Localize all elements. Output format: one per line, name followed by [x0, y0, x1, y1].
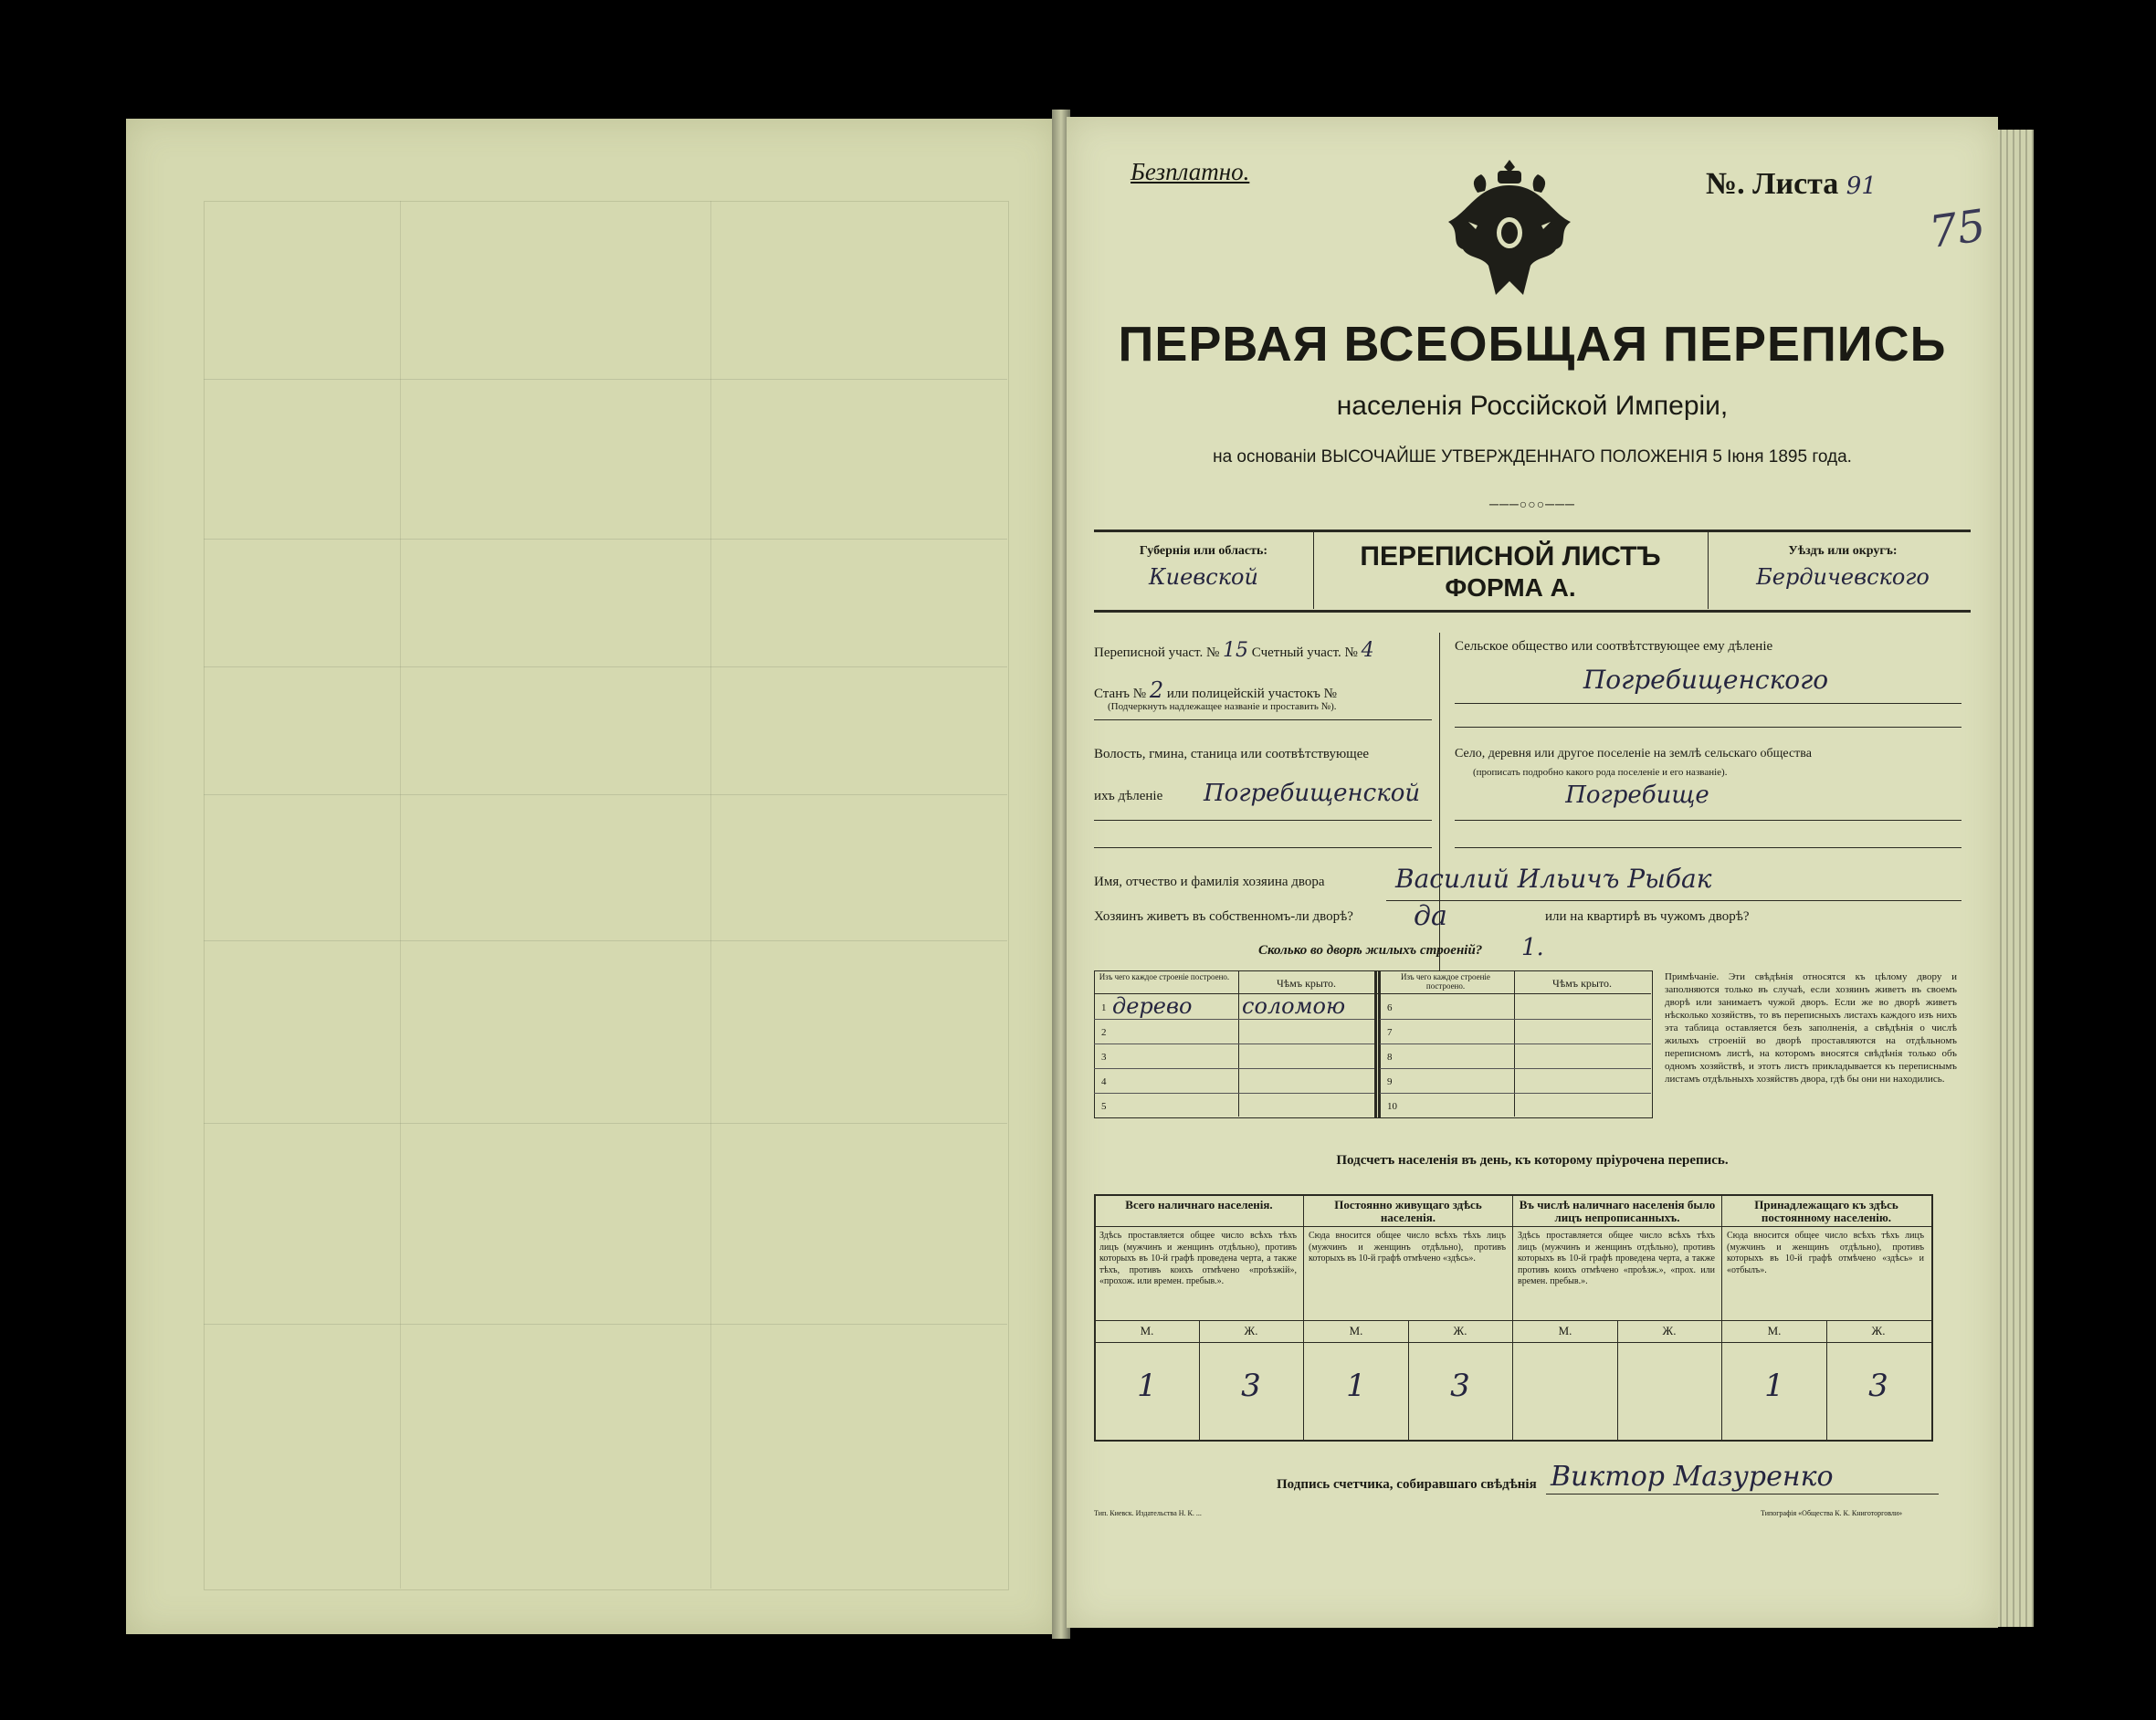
village-hint: (прописать подробно какого рода поселеніе и его названіе). — [1473, 767, 1728, 778]
roof-cell: соломою — [1242, 993, 1346, 1019]
col-material-right: Изъ чего каждое строеніе построено. — [1401, 972, 1490, 991]
population-col — [1303, 1194, 1304, 1440]
community-label: Сельское общество или соотвѣтствующее ему дѣленіе — [1455, 639, 1773, 654]
sheet-number-value: 91 — [1846, 173, 1877, 200]
census-title: ПЕРВАЯ ВСЕОБЩАЯ ПЕРЕПИСЬ — [1118, 317, 1947, 372]
census-area-value: 15 — [1223, 639, 1249, 662]
form-header-bottom-rule — [1094, 610, 1971, 613]
pop-col-4-m: 1 — [1764, 1368, 1784, 1404]
f-label: Ж. — [1453, 1324, 1467, 1337]
counting-area-label: Счетный участ. № — [1251, 645, 1358, 660]
buildings-rows-left — [1094, 995, 1374, 1117]
province-value: Киевской — [1149, 564, 1258, 590]
sheet-number — [1706, 167, 1877, 202]
signature-value: Виктор Мазуренко — [1551, 1461, 1834, 1493]
rule — [1546, 1494, 1939, 1495]
margin-number: 75 — [1926, 200, 1989, 258]
apartment-label: или на квартирѣ въ чужомъ дворѣ? — [1545, 909, 1750, 924]
row-number: 10 — [1387, 1101, 1397, 1112]
legal-basis: на основаніи ВЫСОЧАЙШЕ УТВЕРЖДЕННАГО ПОЛОЖЕНІЯ 5 Іюня 1895 года. — [1213, 447, 1852, 467]
ornament-divider: ───○○○─── — [1489, 498, 1575, 512]
village-label: Село, деревня или другое поселеніе на землѣ сельскаго общества — [1455, 747, 1812, 760]
rule — [1094, 1226, 1931, 1227]
district-value: Бердичевского — [1756, 564, 1930, 590]
lives-label: Хозяинъ живетъ въ собственномъ-ли дворѣ? — [1094, 909, 1353, 924]
stan-label: Станъ № — [1094, 687, 1150, 701]
rule — [1455, 727, 1961, 728]
f-label: Ж. — [1244, 1324, 1258, 1337]
pop-col-4-desc: Сюда вносится общее число всѣхъ тѣхъ лицъ (мужчинъ и женщинъ отдѣльно), противъ которыхъ въ 10-й графѣ отмѣчено «здѣсь» и «отбылъ». — [1727, 1231, 1924, 1275]
rule — [1455, 703, 1961, 704]
table-row — [1380, 1094, 1651, 1117]
rule — [1094, 847, 1432, 848]
printer-right: Типографія «Общества К. К. Книготорговли» — [1761, 1509, 1903, 1517]
population-title: Подсчетъ населенія въ день, къ которому пріурочена перепись. — [1336, 1153, 1729, 1168]
pop-col-1-m: 1 — [1137, 1368, 1157, 1404]
bleed-through-column — [710, 201, 711, 1589]
form-label: ФОРМА А. — [1445, 573, 1576, 602]
police-label: или полицейскій участокъ № — [1166, 687, 1337, 701]
bleed-through-line — [204, 379, 1007, 380]
row-number: 3 — [1101, 1052, 1107, 1063]
table-row — [1380, 995, 1651, 1020]
community-value: Погребищенского — [1583, 665, 1829, 695]
m-label: М. — [1767, 1324, 1782, 1337]
m-label: М. — [1140, 1324, 1154, 1337]
bleed-through-line — [204, 1324, 1007, 1325]
census-area — [1094, 639, 1374, 662]
table-row — [1094, 1069, 1374, 1094]
col-roof-left: Чѣмъ крыто. — [1276, 977, 1337, 990]
bleed-through-line — [204, 1123, 1007, 1124]
row-number: 5 — [1101, 1101, 1107, 1112]
pop-col-2-header: Постоянно живущаго здѣсь населенія. — [1334, 1198, 1482, 1224]
pop-col-4-header: Принадлежащаго къ здѣсь постоянному населенію. — [1754, 1198, 1898, 1224]
page-edges — [1995, 130, 2034, 1627]
form-header-divider — [1708, 532, 1709, 609]
row-number: 6 — [1387, 1002, 1393, 1013]
bleed-through-frame — [204, 201, 1009, 1590]
row-number: 4 — [1101, 1076, 1107, 1087]
sheet-number-label: №. Листа — [1706, 167, 1839, 201]
volost-label-2: ихъ дѣленіе — [1094, 789, 1163, 803]
buildings-label: Сколько во дворѣ жилыхъ строеній? — [1258, 943, 1483, 958]
lives-value: да — [1414, 900, 1447, 932]
form-header-divider — [1313, 532, 1314, 609]
pop-col-1-desc: Здѣсь проставляется общее число всѣхъ тѣхъ лицъ (мужчинъ и женщинъ отдѣльно), противъ которыхъ въ 10-й графѣ проведена черта, а также тѣхъ, противъ коихъ отмѣчено «проѣзжій», «прохож. или времен. пребыв.». — [1099, 1231, 1297, 1286]
rule — [1094, 719, 1432, 720]
owner-value: Василий Ильичъ Рыбак — [1395, 864, 1712, 894]
buildings-rows-right — [1380, 995, 1651, 1117]
table-row — [1094, 1020, 1374, 1044]
row-number: 7 — [1387, 1027, 1393, 1038]
rule — [1094, 820, 1432, 821]
row-number: 8 — [1387, 1052, 1393, 1063]
table-row — [1380, 1044, 1651, 1069]
col-material-left: Изъ чего каждое строеніе построено. — [1099, 972, 1230, 981]
district-label: Уѣздъ или округъ: — [1788, 544, 1898, 558]
stan-value: 2 — [1149, 677, 1164, 703]
pop-col-3-header: Въ числѣ наличнаго населенія было лицъ непрописанныхъ. — [1519, 1198, 1716, 1224]
pop-col-2-desc: Сюда вносится общее число всѣхъ тѣхъ лицъ (мужчинъ и женщинъ отдѣльно), противъ которыхъ въ 10-й графѣ отмѣчено «здѣсь». — [1309, 1231, 1506, 1264]
population-col — [1721, 1194, 1722, 1440]
col-roof-right: Чѣмъ крыто. — [1551, 977, 1613, 990]
bleed-through-line — [204, 794, 1007, 795]
sheet-title: ПЕРЕПИСНОЙ ЛИСТЪ — [1360, 541, 1661, 572]
pop-col-1-f: 3 — [1241, 1368, 1261, 1404]
rule — [1455, 847, 1961, 848]
free-label: Безплатно. — [1131, 158, 1250, 185]
pop-col-4-f: 3 — [1868, 1368, 1888, 1404]
volost-label: Волость, гмина, станица или соотвѣтствующее — [1094, 747, 1370, 761]
buildings-value: 1. — [1521, 934, 1544, 961]
left-page — [126, 119, 1057, 1634]
rule — [1094, 1320, 1931, 1321]
pop-col-1-header: Всего наличнаго населенія. — [1125, 1198, 1273, 1211]
stan-hint: (Подчеркнуть надлежащее названіе и проставить №). — [1108, 701, 1337, 712]
bleed-through-line — [204, 539, 1007, 540]
bleed-through-line — [204, 666, 1007, 667]
bleed-through-column — [400, 201, 401, 1589]
rule — [1455, 820, 1961, 821]
province-label: Губернія или область: — [1139, 544, 1268, 558]
stan-line — [1094, 677, 1337, 703]
census-subtitle: населенія Россійской Имперіи, — [1336, 391, 1729, 421]
f-label: Ж. — [1662, 1324, 1677, 1337]
row-number: 2 — [1101, 1027, 1107, 1038]
rule — [1386, 900, 1961, 901]
table-row — [1094, 995, 1374, 1020]
material-cell: дерево — [1112, 993, 1193, 1019]
table-row — [1094, 1044, 1374, 1069]
table-row — [1380, 1069, 1651, 1094]
pop-col-3-desc: Здѣсь проставляется общее число всѣхъ тѣхъ лицъ (мужчинъ и женщинъ отдѣльно), противъ которыхъ въ 10-й графѣ проведена черта, а также противъ коихъ отмѣчено «проѣзж.», «прох. или времен. пребыв.». — [1518, 1231, 1715, 1286]
double-headed-eagle-icon — [1441, 158, 1578, 304]
pop-col-2-f: 3 — [1450, 1368, 1470, 1404]
signature-label: Подпись счетчика, собиравшаго свѣдѣнія — [1277, 1477, 1537, 1492]
f-label: Ж. — [1871, 1324, 1886, 1337]
counting-area-value: 4 — [1361, 639, 1374, 662]
buildings-note: Примѣчаніе. Эти свѣдѣнія относятся къ цѣлому двору и заполняются только въ случаѣ, если хозяинъ живетъ въ своемъ дворѣ или занимаетъ чужой дворъ. Если же во дворѣ живетъ нѣсколько хозяйствъ, то въ переписныхъ листахъ каждого изъ нихъ эта таблица оставляется безъ заполненія, а свѣдѣнія о числѣ жилыхъ строеній во дворѣ проставляются на отдѣльномъ переписномъ листѣ, на которомъ вносятся свѣдѣнія только объ одномъ хозяйствѣ, и этотъ листъ прикладывается къ переписнымъ листамъ отдѣльныхъ хозяйствъ двора, гдѣ бы они ни находились. — [1665, 971, 1957, 1085]
m-label: М. — [1558, 1324, 1572, 1337]
row-number: 1 — [1101, 1002, 1107, 1013]
bleed-through-line — [204, 940, 1007, 941]
census-area-label: Переписной участ. № — [1094, 645, 1220, 660]
pop-col-2-m: 1 — [1346, 1368, 1366, 1404]
m-label: М. — [1349, 1324, 1363, 1337]
form-header-top-rule — [1094, 530, 1971, 532]
printer-left: Тип. Киевск. Издательства Н. К. ... — [1094, 1509, 1202, 1517]
rule — [1094, 1342, 1931, 1343]
village-value: Погребище — [1565, 781, 1709, 809]
owner-label: Имя, отчество и фамилія хозяина двора — [1094, 875, 1325, 889]
population-col — [1512, 1194, 1513, 1440]
row-number: 9 — [1387, 1076, 1393, 1087]
table-row — [1094, 1094, 1374, 1117]
census-form-page — [1067, 117, 1998, 1628]
table-row — [1380, 1020, 1651, 1044]
volost-value: Погребищенской — [1204, 780, 1421, 807]
